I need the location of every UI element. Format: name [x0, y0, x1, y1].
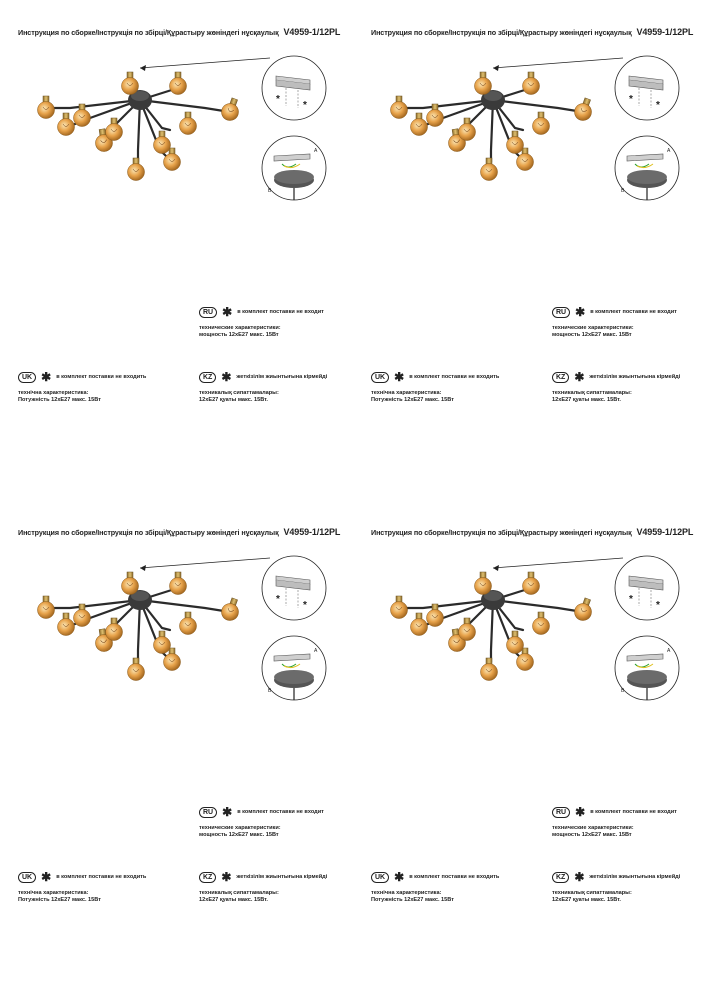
ru-spec-value: мощность 12хЕ27 макс. 15Вт — [552, 332, 632, 338]
asterisk-icon: ✱ — [41, 370, 52, 384]
instruction-sheet — [0, 500, 353, 1000]
chandelier-illustration — [353, 500, 706, 740]
title-text: Инструкция по сборке/Інструкція по збірці/Құрастыру жөніндегі нұсқаулық — [18, 528, 279, 537]
uk-spec-title: технічна характеристика: — [18, 390, 89, 396]
chandelier-illustration — [353, 0, 706, 240]
kz-spec-value: 12хЕ27 қуаты макс. 15Вт. — [199, 397, 268, 403]
title-text: Инструкция по сборке/Інструкція по збірці/Құрастыру жөніндегі нұсқаулық — [371, 28, 632, 37]
uk-note: в комплект поставки не входить — [56, 373, 147, 380]
ru-badge: RU — [199, 807, 217, 818]
mounting-bracket-diagram — [615, 56, 679, 120]
ru-spec-title: технические характеристики: — [552, 825, 634, 831]
asterisk-icon: ✱ — [222, 305, 233, 319]
uk-spec-title: технічна характеристика: — [371, 390, 442, 396]
model-number: V4959-1/12PL — [636, 527, 694, 537]
chandelier-illustration — [0, 500, 353, 740]
ru-spec-value: мощность 12хЕ27 макс. 15Вт — [552, 832, 632, 838]
ru-badge: RU — [552, 807, 570, 818]
kz-spec-title: техникалық сипаттамалары: — [552, 890, 632, 896]
asterisk-icon: ✱ — [41, 870, 52, 884]
kz-spec-value: 12хЕ27 қуаты макс. 15Вт. — [199, 897, 268, 903]
wiring-diagram — [262, 136, 326, 200]
ru-spec-value: мощность 12хЕ27 макс. 15Вт — [199, 332, 279, 338]
mounting-bracket-diagram — [262, 556, 326, 620]
ru-note: в комплект поставки не входит — [590, 308, 677, 315]
kz-spec-title: техникалық сипаттамалары: — [199, 390, 279, 396]
wiring-diagram — [262, 636, 326, 700]
mounting-bracket-diagram — [615, 556, 679, 620]
kz-badge: KZ — [199, 872, 216, 883]
uk-block — [371, 370, 499, 404]
uk-note: в комплект поставки не входить — [56, 873, 147, 880]
uk-spec-value: Потужність 12хЕ27 макс. 15Вт — [371, 897, 454, 903]
uk-spec-value: Потужність 12хЕ27 макс. 15Вт — [371, 397, 454, 403]
ru-block — [199, 305, 324, 339]
uk-badge: UK — [371, 372, 389, 383]
uk-block — [18, 370, 146, 404]
uk-block — [18, 870, 146, 904]
asterisk-icon: ✱ — [575, 805, 586, 819]
kz-note: жеткізілім жиынтығына кірмейді — [236, 873, 328, 880]
ru-badge: RU — [199, 307, 217, 318]
asterisk-icon: ✱ — [221, 370, 232, 384]
asterisk-icon: ✱ — [574, 370, 585, 384]
asterisk-icon: ✱ — [221, 870, 232, 884]
model-number: V4959-1/12PL — [636, 27, 694, 37]
kz-note: жеткізілім жиынтығына кірмейді — [589, 873, 681, 880]
ru-spec-value: мощность 12хЕ27 макс. 15Вт — [199, 832, 279, 838]
kz-block — [552, 870, 680, 904]
kz-badge: KZ — [199, 372, 216, 383]
ru-note: в комплект поставки не входит — [237, 308, 324, 315]
ru-block — [552, 805, 677, 839]
title-text: Инструкция по сборке/Інструкція по збірці/Құрастыру жөніндегі нұсқаулық — [371, 528, 632, 537]
ru-spec-title: технические характеристики: — [199, 825, 281, 831]
kz-spec-value: 12хЕ27 қуаты макс. 15Вт. — [552, 397, 621, 403]
model-number: V4959-1/12PL — [283, 527, 341, 537]
wiring-diagram — [615, 136, 679, 200]
uk-spec-value: Потужність 12хЕ27 макс. 15Вт — [18, 897, 101, 903]
kz-spec-title: техникалық сипаттамалары: — [199, 890, 279, 896]
kz-spec-title: техникалық сипаттамалары: — [552, 390, 632, 396]
kz-block — [552, 370, 680, 404]
ru-block — [199, 805, 324, 839]
kz-badge: KZ — [552, 372, 569, 383]
uk-spec-value: Потужність 12хЕ27 макс. 15Вт — [18, 397, 101, 403]
instruction-sheet — [0, 0, 353, 500]
kz-spec-value: 12хЕ27 қуаты макс. 15Вт. — [552, 897, 621, 903]
chandelier-illustration — [0, 0, 353, 240]
mounting-bracket-diagram — [262, 56, 326, 120]
ru-block — [552, 305, 677, 339]
ru-spec-title: технические характеристики: — [199, 325, 281, 331]
ru-note: в комплект поставки не входит — [237, 808, 324, 815]
uk-badge: UK — [371, 872, 389, 883]
uk-note: в комплект поставки не входить — [409, 873, 500, 880]
uk-badge: UK — [18, 372, 36, 383]
kz-block — [199, 870, 327, 904]
wiring-diagram — [615, 636, 679, 700]
asterisk-icon: ✱ — [394, 870, 405, 884]
instruction-sheet — [353, 500, 706, 1000]
uk-block — [371, 870, 499, 904]
asterisk-icon: ✱ — [575, 305, 586, 319]
title-text: Инструкция по сборке/Інструкція по збірці/Құрастыру жөніндегі нұсқаулық — [18, 28, 279, 37]
instruction-sheet — [353, 0, 706, 500]
asterisk-icon: ✱ — [394, 370, 405, 384]
uk-note: в комплект поставки не входить — [409, 373, 500, 380]
kz-note: жеткізілім жиынтығына кірмейді — [236, 373, 328, 380]
model-number: V4959-1/12PL — [283, 27, 341, 37]
kz-badge: KZ — [552, 872, 569, 883]
uk-spec-title: технічна характеристика: — [371, 890, 442, 896]
asterisk-icon: ✱ — [222, 805, 233, 819]
ru-spec-title: технические характеристики: — [552, 325, 634, 331]
kz-note: жеткізілім жиынтығына кірмейді — [589, 373, 681, 380]
uk-spec-title: технічна характеристика: — [18, 890, 89, 896]
asterisk-icon: ✱ — [574, 870, 585, 884]
kz-block — [199, 370, 327, 404]
ru-badge: RU — [552, 307, 570, 318]
ru-note: в комплект поставки не входит — [590, 808, 677, 815]
uk-badge: UK — [18, 872, 36, 883]
